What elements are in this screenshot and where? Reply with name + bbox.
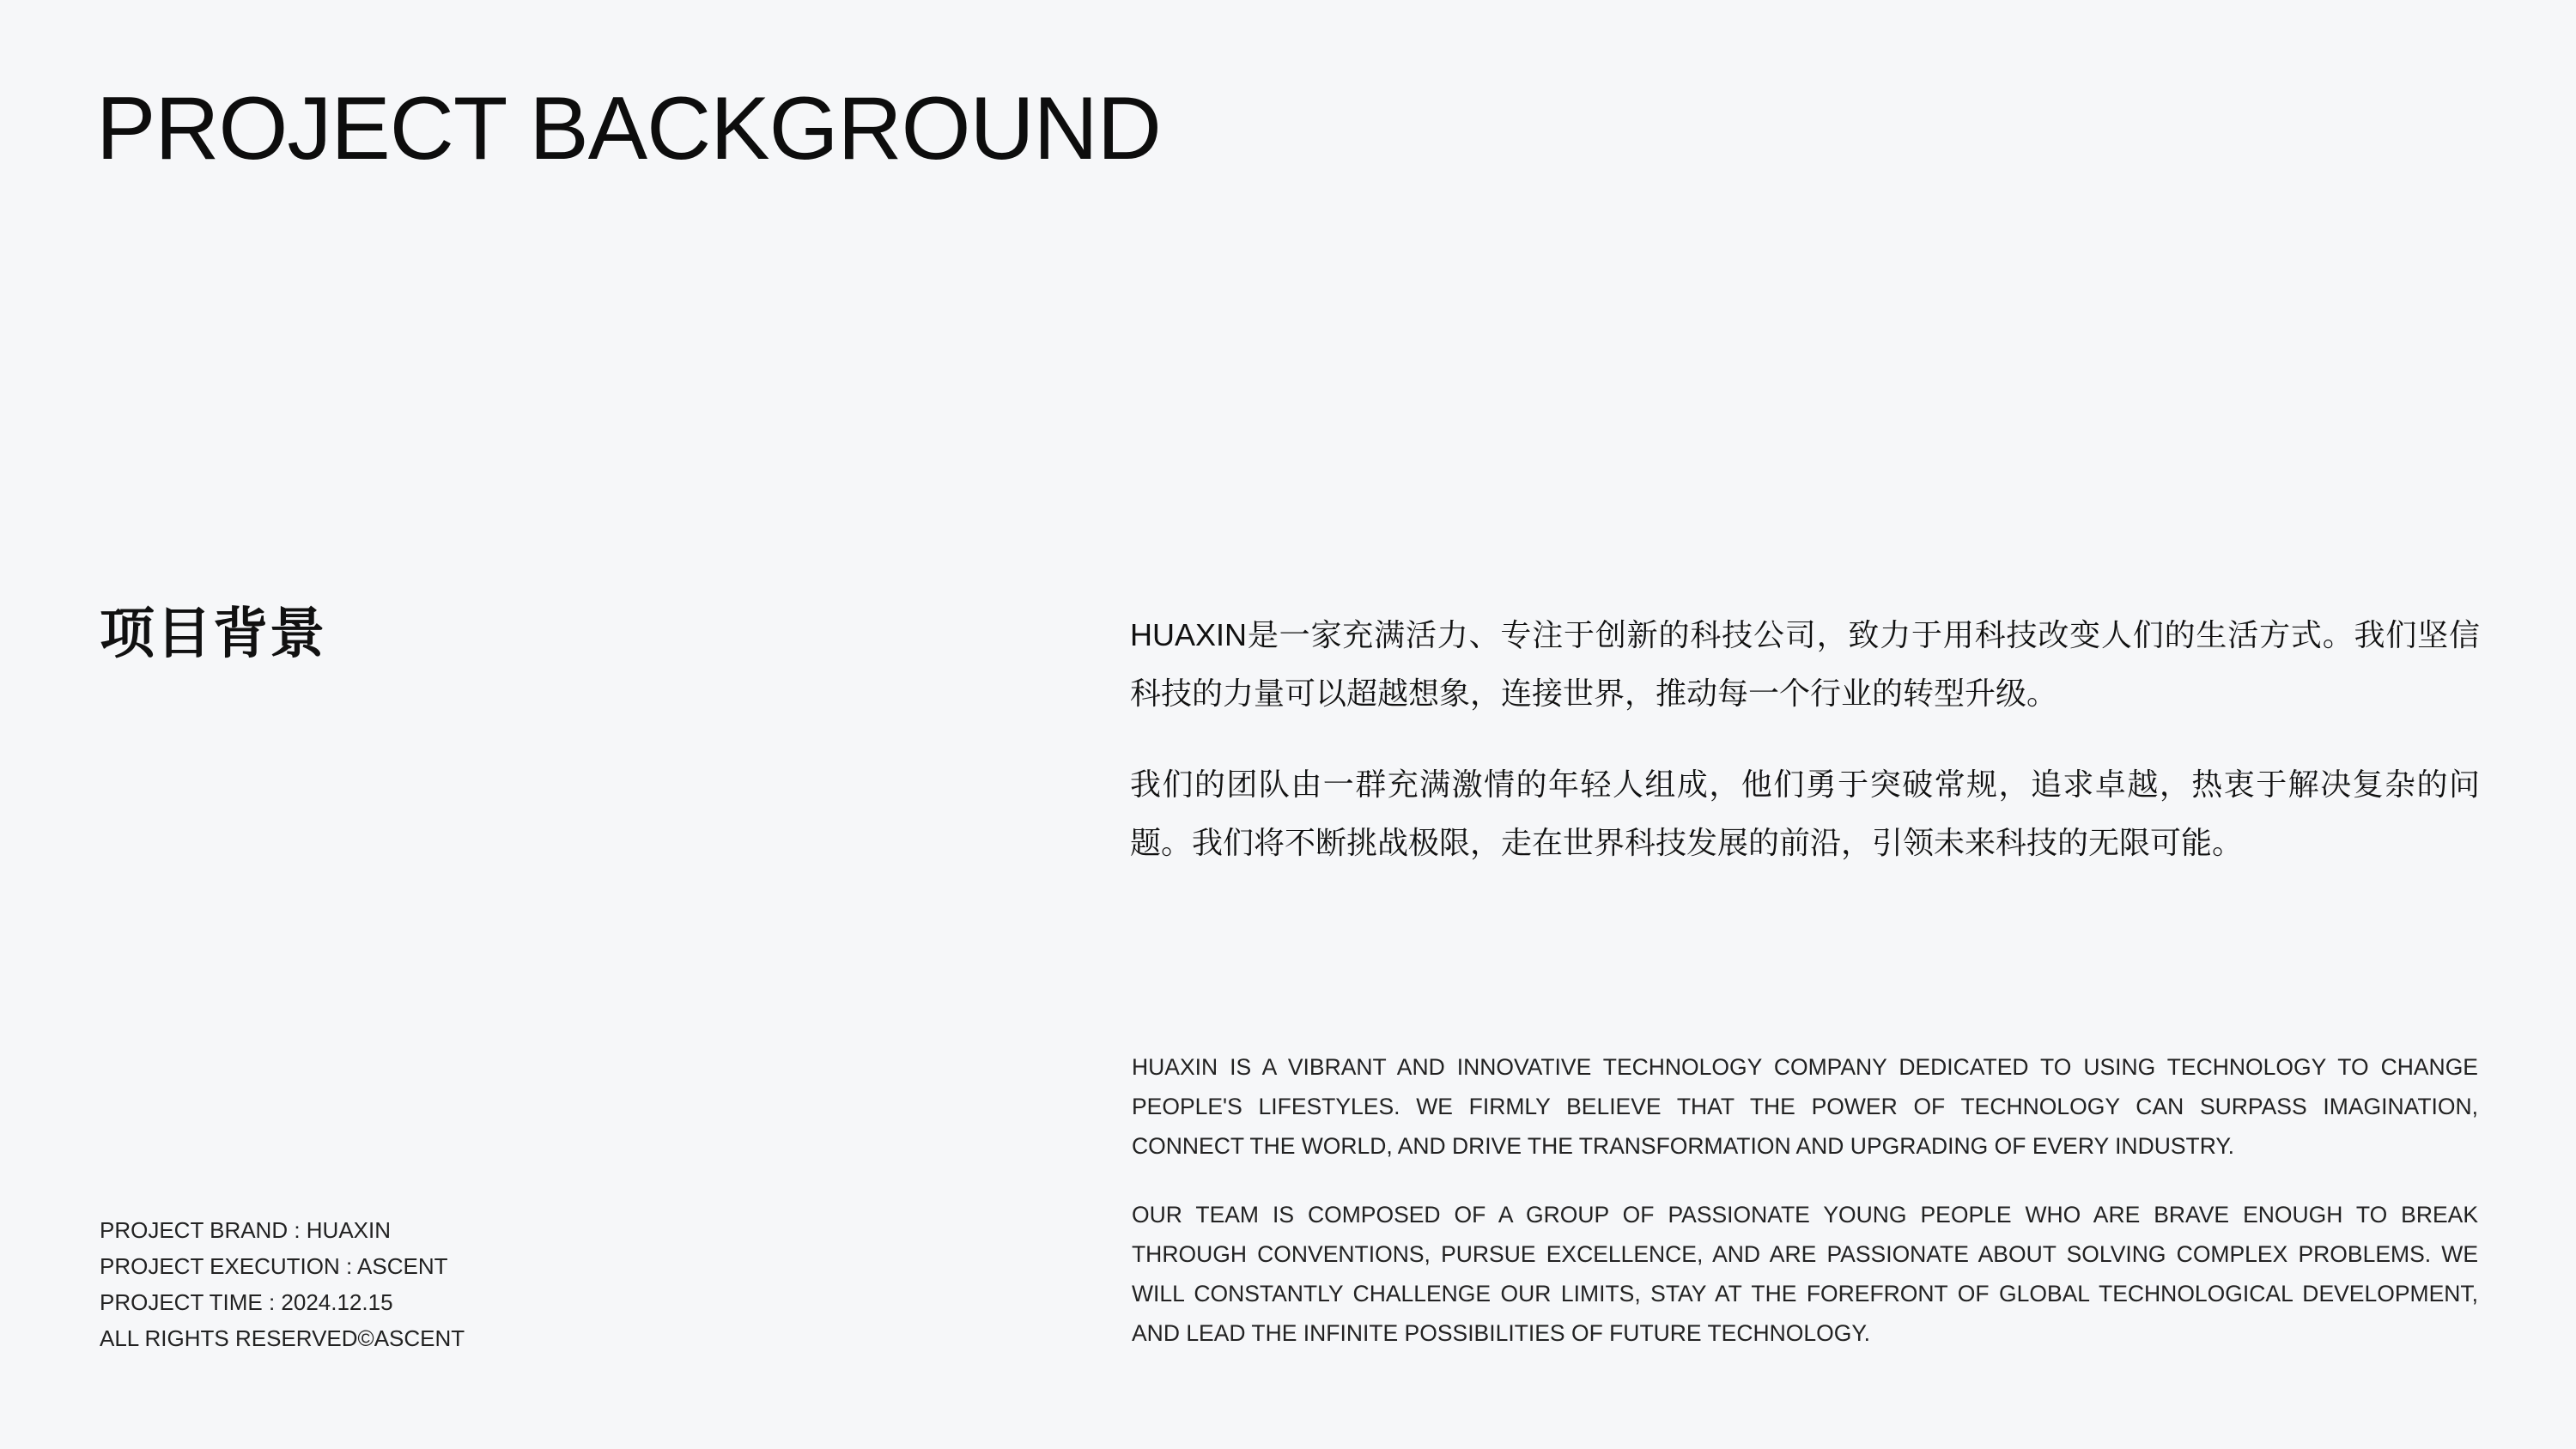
cn-paragraph-2: 我们的团队由一群充满激情的年轻人组成，他们勇于突破常规，追求卓越，热衷于解决复杂的问题。我们将不断挑战极限，走在世界科技发展的前沿，引领未来科技的无限可能。 xyxy=(1130,767,2480,860)
copyright-notice: ALL RIGHTS RESERVED©ASCENT xyxy=(100,1325,465,1351)
page-title: PROJECT BACKGROUND xyxy=(96,79,1161,179)
section-heading-cn: 项目背景 xyxy=(100,603,326,664)
project-execution: PROJECT EXECUTION : ASCENT xyxy=(100,1253,448,1279)
chinese-description xyxy=(1130,606,2480,905)
project-meta xyxy=(100,1212,465,1356)
project-time: PROJECT TIME : 2024.12.15 xyxy=(100,1289,393,1315)
english-description xyxy=(1132,1047,2478,1382)
cn-paragraph-1: HUAXIN是一家充满活力、专注于创新的科技公司，致力于用科技改变人们的生活方式。我们坚信科技的力量可以超越想象，连接世界，推动每一个行业的转型升级。 xyxy=(1130,617,2480,711)
project-brand: PROJECT BRAND : HUAXIN xyxy=(100,1217,392,1243)
en-paragraph-1: HUAXIN IS A VIBRANT AND INNOVATIVE TECHNOLOGY COMPANY DEDICATED TO USING TECHNOLOGY TO CHANGE PEOPLE'S LIFESTYLES. WE FIRMLY BELIEVE THAT THE POWER OF TECHNOLOGY CAN SURPASS IMAGINATION, CONNECT THE WORLD, AND DRIVE THE TRANSFORMATION AND UPGRADING OF EVERY INDUSTRY. xyxy=(1132,1054,2478,1159)
en-paragraph-2: OUR TEAM IS COMPOSED OF A GROUP OF PASSIONATE YOUNG PEOPLE WHO ARE BRAVE ENOUGH TO BREAK THROUGH CONVENTIONS, PURSUE EXCELLENCE, AND ARE PASSIONATE ABOUT SOLVING COMPLEX PROBLEMS. WE WILL CONSTANTLY CHALLENGE OUR LIMITS, STAY AT THE FOREFRONT OF GLOBAL TECHNOLOGICAL DEVELOPMENT, AND LEAD THE INFINITE POSSIBILITIES OF FUTURE TECHNOLOGY. xyxy=(1132,1202,2478,1346)
